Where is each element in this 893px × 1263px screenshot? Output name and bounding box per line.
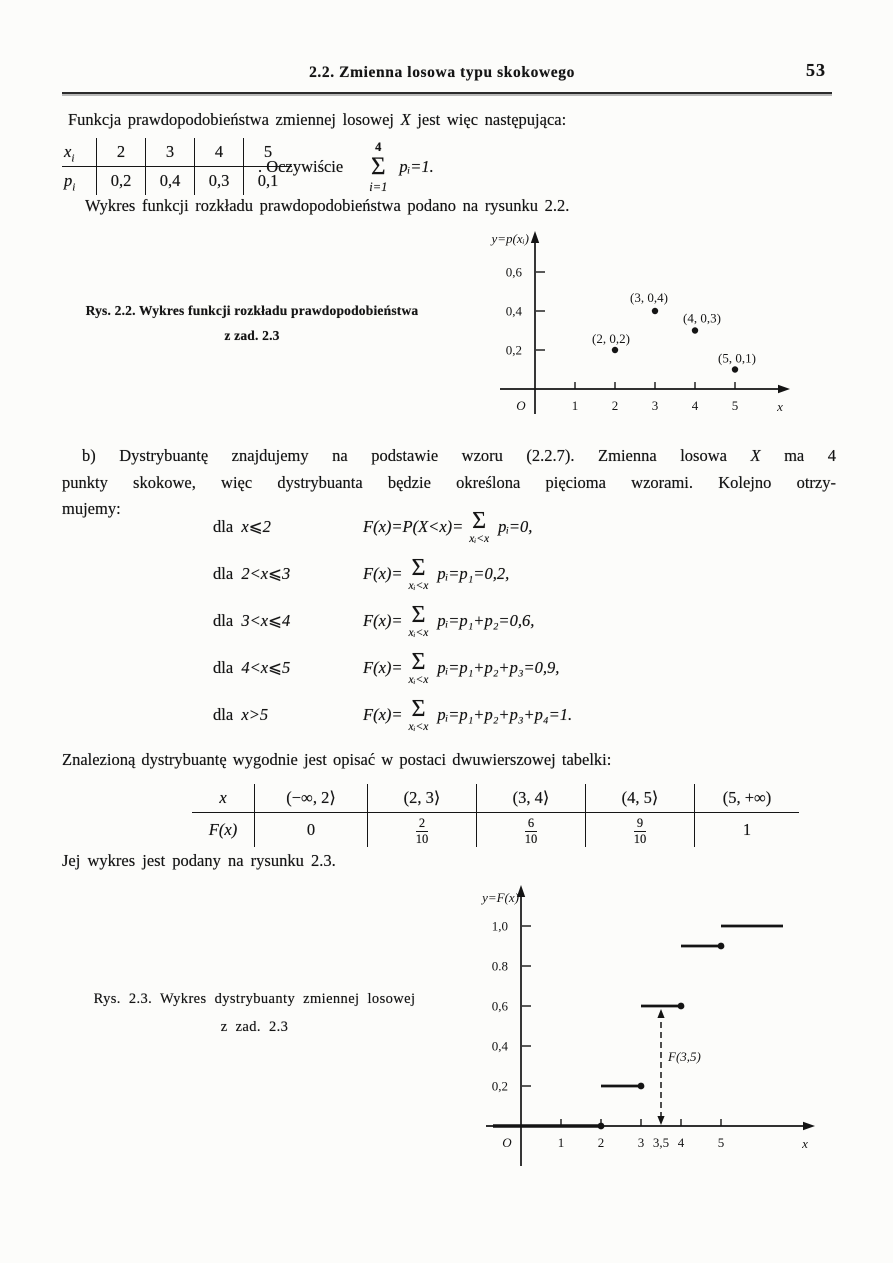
x-tick-label: 5	[731, 398, 739, 413]
origin-label: O	[516, 398, 526, 413]
fx-label: F(x)	[208, 820, 238, 839]
x-axis-arrow	[803, 1122, 815, 1130]
header-rule	[62, 92, 832, 94]
data-point	[692, 327, 698, 333]
annotation-arrow-down	[657, 1116, 664, 1125]
pi-value: 0,4	[145, 167, 194, 195]
pi-label: $p_i$	[64, 171, 76, 194]
x-label: x	[219, 788, 227, 807]
y-tick-label: 0.8	[491, 958, 508, 974]
x-tick-label: 2	[611, 398, 619, 413]
pi-value: 0,2	[96, 167, 145, 195]
sigma-sum: 4 Σ i=1	[369, 139, 388, 194]
figure-2-2-caption: Rys. 2.2. Wykres funkcji rozkładu prawdopodobieństwa z zad. 2.3	[85, 303, 419, 343]
fraction: $\frac{6}{10}$	[524, 815, 538, 846]
y-axis-arrow	[531, 231, 539, 243]
x-tick-label: 1	[557, 1135, 565, 1150]
oczywiscie-text: . Oczywiście	[258, 157, 344, 176]
x-tick-label: 4	[677, 1135, 685, 1150]
xi-label: $x_i$	[64, 142, 75, 165]
cdf-formula-line: dla 4<x⩽5 F(x)= Σ xᵢ<x pᵢ=p₁+p₂+p₃=0,9,	[213, 648, 560, 686]
figure-rys-2-2	[440, 224, 860, 429]
data-point	[732, 366, 738, 372]
y-tick-label: 0,4	[505, 303, 522, 319]
data-point	[612, 347, 618, 353]
segment-endpoint	[638, 1083, 645, 1090]
cdf-formula-line: dla 3<x⩽4 F(x)= Σ xᵢ<x pᵢ=p₁+p₂=0,6,	[213, 601, 535, 639]
segment-endpoint	[678, 1003, 685, 1010]
y-tick-label: 0,2	[491, 1078, 508, 1094]
sigma-sum: Σ xᵢ<x	[408, 554, 429, 592]
variable-x: X	[750, 446, 761, 465]
point-label: (4, 0,3)	[683, 310, 721, 326]
sigma-sum: Σ xᵢ<x	[408, 648, 429, 686]
segment-endpoint	[718, 943, 725, 950]
x-tick-label: 3,5	[652, 1135, 670, 1150]
figure-2-3-caption: Rys. 2.3. Wykres dystrybuanty zmiennej losowej z zad. 2.3	[93, 991, 416, 1035]
sum-equals-one: pᵢ=1.	[399, 157, 434, 176]
cdf-formula-line: dla x>5 F(x)= Σ xᵢ<x pᵢ=p₁+p₂+p₃+p₄=1.	[213, 695, 573, 733]
znaleziona-sentence: Znalezioną dystrybuantę wygodnie jest opisać w postaci dwuwierszowej tabelki:	[62, 750, 612, 769]
point-label: (3, 0,4)	[630, 290, 668, 305]
fraction: $\frac{9}{10}$	[633, 815, 647, 846]
intro-paragraph: Funkcja prawdopodobieństwa zmiennej losowej X jest więc następująca:	[68, 110, 567, 129]
annotation-label: F(3,5)	[668, 1049, 701, 1064]
data-point	[652, 308, 658, 314]
x-tick-label: 4	[691, 398, 699, 413]
jej-sentence: Jej wykres jest podany na rysunku 2.3.	[62, 851, 336, 870]
point-label: (5, 0,1)	[718, 350, 756, 366]
sigma-sum: Σ xᵢ<x	[408, 695, 429, 733]
x-tick-label: 3	[637, 1135, 645, 1150]
interval-cell: (3, 4⟩	[476, 784, 585, 812]
fraction: $\frac{2}{10}$	[415, 815, 429, 846]
interval-cell: (5, +∞)	[694, 784, 799, 812]
sigma-sum: Σ xᵢ<x	[469, 507, 490, 545]
xi-value: 5	[243, 138, 292, 166]
variable-x: X	[400, 110, 411, 129]
segment-endpoint	[598, 1123, 605, 1130]
cdf-table	[192, 784, 799, 847]
cdf-table-header-row	[192, 784, 799, 813]
pi-value: 0,1	[243, 167, 292, 195]
x-tick-label: 1	[571, 398, 579, 413]
x-axis-label: x	[802, 1136, 808, 1151]
y-tick-label: 0,2	[505, 342, 522, 358]
interval-cell: (2, 3⟩	[367, 784, 476, 812]
pi-value: 0,3	[194, 167, 243, 195]
value-cell	[476, 813, 585, 847]
origin-label: O	[502, 1135, 512, 1150]
x-axis-arrow	[778, 385, 790, 393]
y-tick-label: 1,0	[491, 918, 508, 934]
y-tick-label: 0,6	[505, 264, 522, 280]
y-axis-label: y=F(x)	[482, 890, 519, 905]
annotation-arrow-up	[657, 1009, 664, 1018]
sum-statement	[258, 134, 434, 200]
xi-value: 4	[194, 138, 243, 166]
cdf-formula-line: dla x⩽2 F(x)=P(X<x)= Σ xᵢ<x pᵢ=0,	[213, 507, 533, 545]
value-cell: 1	[694, 813, 799, 847]
xi-value: 2	[96, 138, 145, 166]
value-cell: 0	[254, 813, 367, 847]
x-tick-label: 5	[717, 1135, 725, 1150]
sigma-sum: Σ xᵢ<x	[408, 601, 429, 639]
cdf-formula-line: dla 2<x⩽3 F(x)= Σ xᵢ<x pᵢ=p₁=0,2,	[213, 554, 510, 592]
sigma-symbol: Σ	[371, 153, 386, 180]
interval-cell: (−∞, 2⟩	[254, 784, 367, 812]
y-tick-label: 0,4	[491, 1038, 508, 1054]
y-axis-label: y=p(xᵢ)	[491, 231, 529, 246]
page-number: 53	[806, 60, 826, 80]
cdf-formula-list	[213, 508, 572, 734]
interval-cell: (4, 5⟩	[585, 784, 694, 812]
running-head-title: 2.2. Zmienna losowa typu skokowego	[309, 64, 575, 81]
x-axis-label: x	[777, 399, 783, 414]
x-tick-label: 3	[651, 398, 659, 413]
wykres-sentence: Wykres funkcji rozkładu prawdopodobieństwa podano na rysunku 2.2.	[85, 196, 570, 215]
x-tick-label: 2	[597, 1135, 605, 1150]
xi-value: 3	[145, 138, 194, 166]
y-tick-label: 0,6	[491, 998, 508, 1014]
value-cell	[585, 813, 694, 847]
figure-rys-2-3	[455, 878, 885, 1178]
cdf-table-value-row	[192, 813, 799, 847]
paragraph-b: b) Dystrybuantę znajdujemy na podstawie wzoru (2.2.7). Zmienna losowa X ma 4 punkty skokowe, więc dystrybuanta będzie określona pięcioma wzorami. Kolejno otrzy- mujemy:	[62, 446, 836, 518]
point-label: (2, 0,2)	[592, 331, 630, 346]
value-cell	[367, 813, 476, 847]
